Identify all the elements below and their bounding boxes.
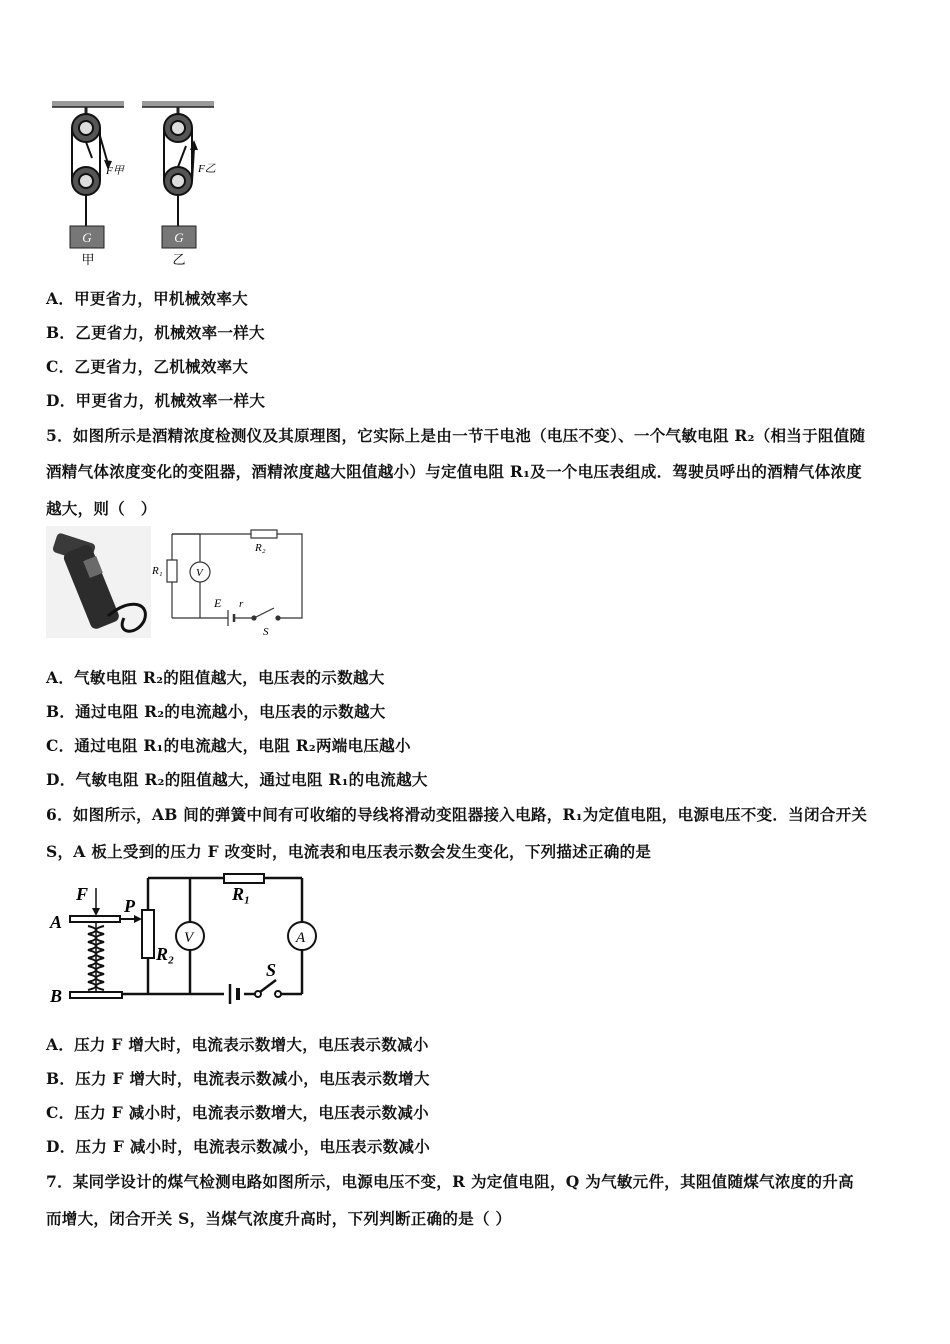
voltmeter-label: V [184, 930, 194, 946]
switch-label: S [266, 960, 277, 980]
label-jia: 甲 [81, 252, 95, 267]
internal-resistance-label: r [239, 598, 244, 610]
r1-label: R₁ [232, 884, 251, 904]
q5-option-b: B．通过电阻 R₂的电流越小，电压表的示数越大 [46, 702, 386, 721]
breathalyzer-device-image [46, 526, 151, 638]
q5-stem-line-3: 越大，则（ ） [46, 499, 157, 518]
pulley-system-jia [70, 107, 126, 267]
q4-option-c: C．乙更省力，乙机械效率大 [46, 357, 249, 376]
force-label-jia: F甲 [106, 165, 124, 177]
q4-option-b: B．乙更省力，机械效率一样大 [46, 323, 265, 342]
switch-label: S [263, 626, 269, 638]
q6-stem-line-1: 6．如图所示，AB 间的弹簧中间有可收缩的导线将滑动变阻器接入电路，R₁为定值电阻，电源电压不变．当闭合开关 [46, 805, 868, 824]
q5-stem-line-1: 5．如图所示是酒精浓度检测仪及其原理图，它实际上是由一节干电池（电压不变）、一个气敏电阻 R₂（相当于阻值随 [46, 426, 866, 445]
r2-label: R₂ [255, 542, 266, 554]
slider-p-label: P [124, 896, 135, 916]
pulley-figure [46, 96, 226, 274]
breathalyzer-figure [46, 526, 316, 642]
q7-stem-line-2: 而增大，闭合开关 S，当煤气浓度升高时，下列判断正确的是（ ） [46, 1209, 512, 1228]
breathalyzer-circuit [167, 530, 302, 626]
q6-option-b: B．压力 F 增大时，电流表示数减小，电压表示数增大 [46, 1069, 430, 1088]
q6-stem-line-2: S，A 板上受到的压力 F 改变时，电流表和电压表示数会发生变化，下列描述正确的是 [46, 842, 652, 861]
ammeter-label: A [296, 930, 306, 946]
q5-option-c: C．通过电阻 R₁的电流越大，电阻 R₂两端电压越小 [46, 736, 411, 755]
pressure-sensor-figure [46, 870, 322, 1012]
pulley-system-yi [162, 107, 216, 267]
q5-option-d: D．气敏电阻 R₂的阻值越大，通过电阻 R₁的电流越大 [46, 770, 428, 789]
q5-option-a: A．气敏电阻 R₂的阻值越大，电压表的示数越大 [46, 668, 385, 687]
force-f-label: F [76, 884, 89, 904]
weight-label-yi: G [174, 230, 184, 245]
q7-stem-line-1: 7．某同学设计的煤气检测电路如图所示，电源电压不变，R 为定值电阻，Q 为气敏元件，其阻值随煤气浓度的升高 [46, 1172, 854, 1191]
plate-b-label: B [50, 986, 63, 1006]
emf-label: E [214, 596, 222, 610]
q4-option-d: D．甲更省力，机械效率一样大 [46, 391, 266, 410]
q4-option-a: A．甲更省力，甲机械效率大 [46, 289, 248, 308]
voltmeter-label: V [196, 567, 203, 579]
weight-label-jia: G [82, 230, 92, 245]
r2-label: R₂ [156, 944, 175, 964]
q6-option-c: C．压力 F 减小时，电流表示数增大，电压表示数减小 [46, 1103, 429, 1122]
label-yi: 乙 [172, 252, 186, 267]
q6-option-d: D．压力 F 减小时，电流表示数减小，电压表示数减小 [46, 1137, 431, 1156]
r1-label: R₁ [152, 565, 163, 577]
q5-stem-line-2: 酒精气体浓度变化的变阻器，酒精浓度越大阻值越小）与定值电阻 R₁及一个电压表组成．驾驶员呼出的酒精气体浓度 [46, 462, 862, 481]
plate-a-label: A [50, 912, 63, 932]
q6-option-a: A．压力 F 增大时，电流表示数增大，电压表示数减小 [46, 1035, 429, 1054]
force-label-yi: F乙 [198, 163, 216, 175]
